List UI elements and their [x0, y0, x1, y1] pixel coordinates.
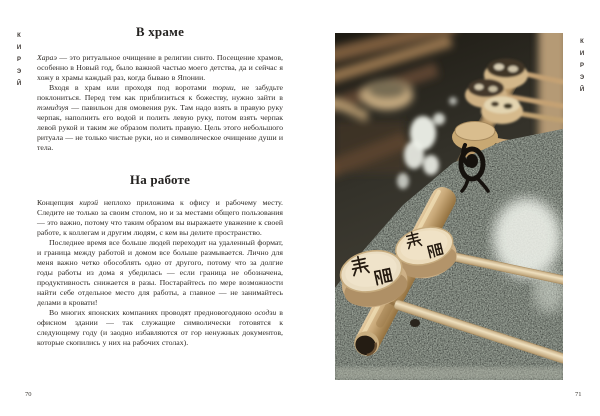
temizuya-photo — [335, 33, 563, 380]
paragraph: Входя в храм или проходя под воротами тории, не забудьте поклониться. Перед тем как приблизиться к божеству, нужно зайти в тэмидзуя — павильон для омовения рук. Там надо взять в правую руку черпак, наполнить его водой и полить левую руку, потом взять черпак левой рукой и таким же образом полить правую. Цель этого небольшого ритуала — не только чистые руки, но и символическое очищение души и тела. — [37, 83, 283, 152]
margin-letter: Э — [579, 75, 585, 81]
left-margin-title — [14, 30, 24, 90]
paragraph: Концепция кирэй неплохо приложима к офису и рабочему месту. Следите не только за своим столом, но и за местами общего пользования — это важно, потому что таким образом вы выражаете уважение к своей работе, к коллегам и другим людям, с кем вы делите пространство. — [37, 198, 283, 237]
margin-letter: Й — [16, 81, 22, 87]
paragraph: Последнее время все больше людей переходит на удаленный формат, и граница между работой и домом все больше размывается. Лично для меня важно четко обособлять одно от другого, потому что за долгие годы работы из дома я убедилась — если граница не обозначена, продуктивность снижается в разы. Постарайтесь по мере возможности найти себе отдельное место для работы, а главное — не занимайтесь делами в кровати! — [37, 238, 283, 307]
section-heading-temple: В храме — [135, 24, 185, 39]
margin-letter: К — [580, 39, 584, 45]
right-margin-title — [577, 36, 587, 96]
paragraph: Во многих японских компаниях проводят предновогоднюю осодзи в офисном здании — так служащие символически готовятся к следующему году (и заодно избавляются от гор ненужных документов, которые скопились у них на рабочих столах). — [37, 308, 283, 347]
page-number-right: 71 — [575, 391, 582, 398]
margin-letter: К — [17, 33, 21, 39]
paragraph: Хараэ — это ритуальное очищение в религии синто. Посещение храмов, особенно в Новый год, было важной частью моего детства, да и сейчас я хожу в храмы каждый раз, когда бываю в Японии. — [37, 53, 283, 82]
margin-letter: Р — [579, 63, 584, 69]
margin-letter: Р — [16, 57, 21, 63]
section-heading-work: На работе — [129, 172, 191, 187]
margin-letter: И — [16, 45, 22, 51]
left-page-text — [37, 24, 283, 348]
margin-letter: И — [579, 51, 585, 57]
margin-letter: Й — [579, 87, 585, 93]
page-number-left: 70 — [25, 391, 32, 398]
margin-letter: Э — [16, 69, 22, 75]
